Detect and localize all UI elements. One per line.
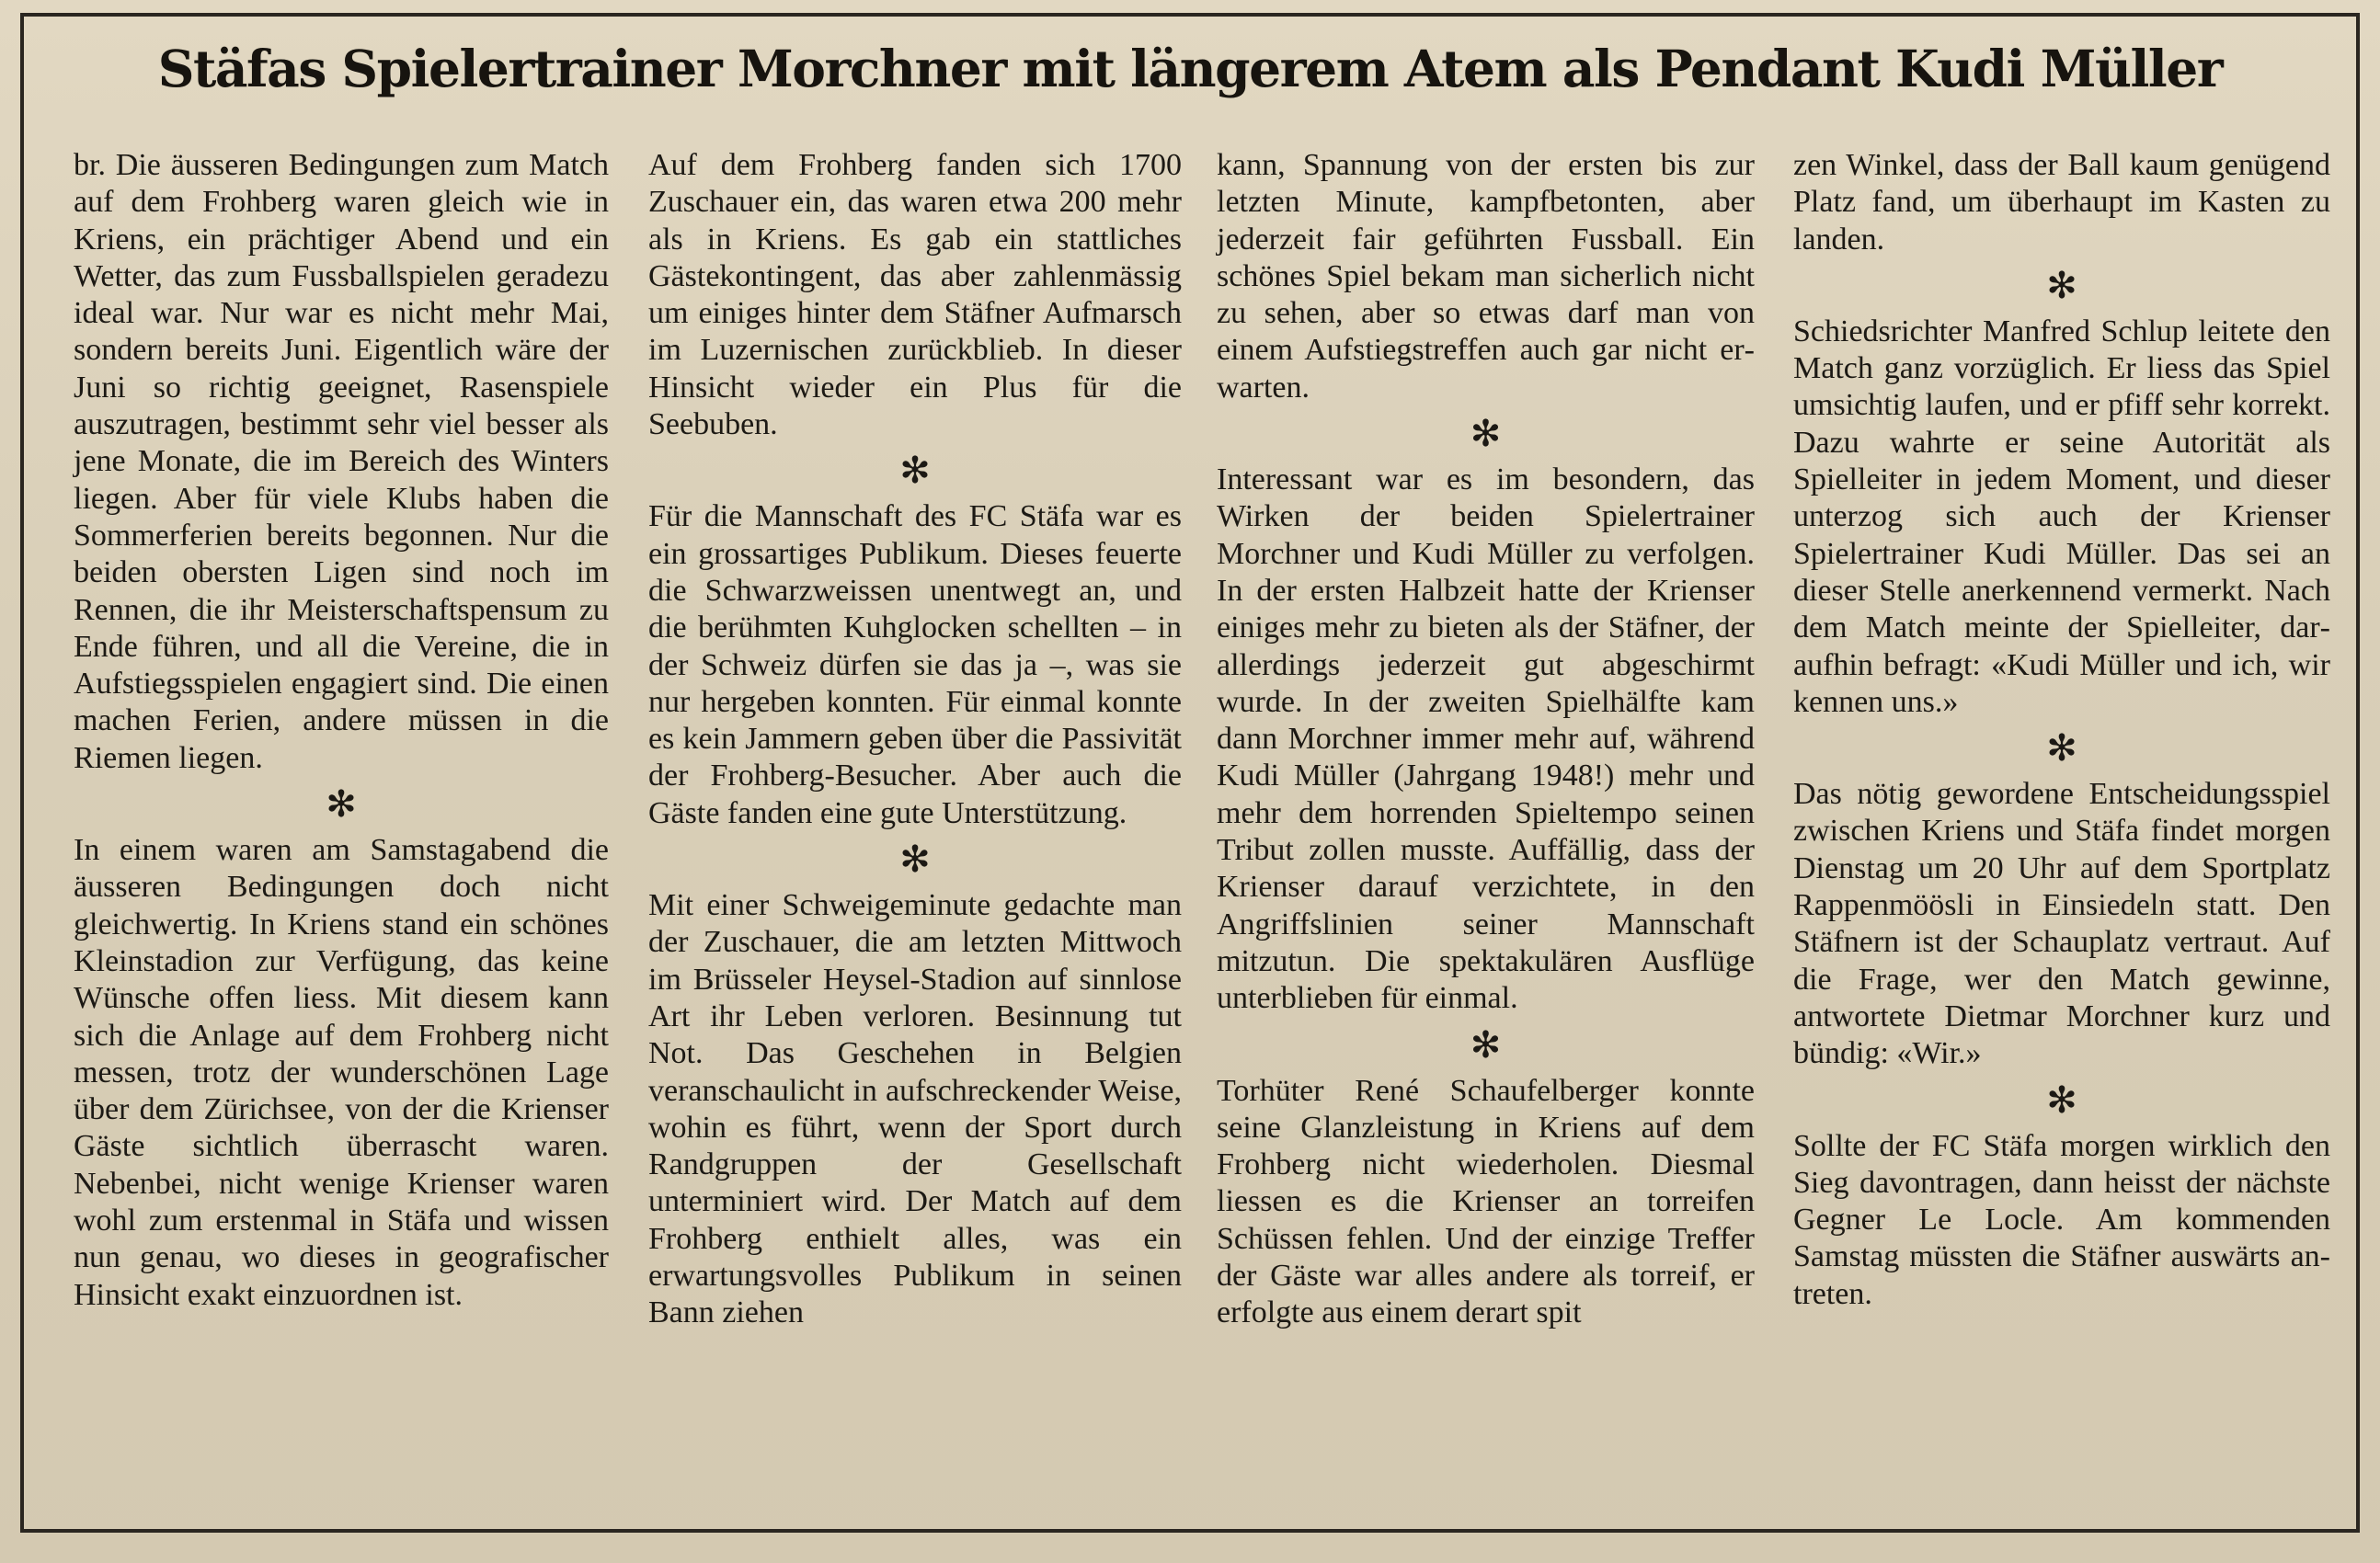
paragraph: Sollte der FC Stäfa morgen wirklich den Sieg davontragen, dann heisst der nächste Gegner Le Locle. Am kommenden Samstag müssten die Stäfner auswärts antreten.	[1793, 1128, 2330, 1311]
asterisk-separator-icon: ✻	[2046, 727, 2077, 770]
asterisk-separator-icon: ✻	[1470, 1023, 1502, 1067]
asterisk-separator-icon: ✻	[899, 450, 931, 493]
article-column-3	[1217, 147, 1755, 1332]
paragraph: zen Winkel, dass der Ball kaum genügend Platz fand, um überhaupt im Kasten zu landen.	[1793, 148, 2330, 257]
article-column-1	[74, 147, 609, 1314]
asterisk-separator-icon: ✻	[2046, 264, 2077, 307]
paragraph: Schiedsrichter Manfred Schlup leitete den Match ganz vorzüglich. Er liess das Spiel umsichtig laufen, und er pfiff sehr korrekt. Dazu wahrte er seine Autorität als Spielleiter in jedem Moment, und dieser unterzog sich auch der Krienser Spielertrainer Kudi Müller. Das sei an dieser Stelle anerkennend vermerkt. Nach dem Match meinte der Spielleiter, daraufhin befragt: «Kudi Müller und ich, wir kennen uns.»	[1793, 314, 2330, 719]
paragraph: Torhüter René Schaufelberger konnte seine Glanzleistung in Kriens auf dem Frohberg nicht wiederholen. Diesmal liessen es die Krienser an torreifen Schüssen fehlen. Und der einzige Treffer der Gäste war alles andere als torreif, er erfolgte aus einem derart spit	[1217, 1073, 1755, 1330]
paragraph: In einem waren am Samstagabend die äusseren Bedingungen doch nicht gleichwertig. In Kriens stand ein schönes Kleinstadion zur Verfügung, das keine Wünsche offen liess. Mit diesem kann sich die Anlage auf dem Frohberg nicht messen, trotz der wunderschönen Lage über dem Zürichsee, von der die Krienser Gäste sichtlich überrascht waren. Nebenbei, nicht wenige Krienser waren wohl zum erstenmal in Stäfa und wissen nun genau, wo dieses in geografischer Hinsicht exakt einzuordnen ist.	[74, 833, 609, 1312]
paragraph: br. Die äusseren Bedingungen zum Match auf dem Frohberg waren gleich wie in Kriens, ein prächtiger Abend und ein Wetter, das zum Fussballspielen geradezu ideal war. Nur war es nicht mehr Mai, sondern bereits Juni. Eigentlich wäre der Juni so richtig geeignet, Rasenspiele auszutragen, bestimmt sehr viel besser als jene Monate, die im Bereich des Winters liegen. Aber für viele Klubs haben die Sommerferien bereits begonnen. Nur die beiden obersten Ligen sind noch im Rennen, die ihr Meisterschaftspensum zu Ende führen, und all die Vereine, die in Aufstiegsspielen engagiert sind. Die einen machen Ferien, andere müssen in die Riemen liegen.	[74, 148, 609, 775]
asterisk-separator-icon: ✻	[2046, 1078, 2077, 1122]
paragraph: Das nötig gewordene Entscheidungsspiel zwischen Kriens und Stäfa findet morgen Dienstag um 20 Uhr auf dem Sportplatz Rappenmöösli in Einsiedeln statt. Den Stäfnern ist der Schauplatz vertraut. Auf die Frage, wer den Match gewinne, antwortete Dietmar Morchner kurz und bündig: «Wir.»	[1793, 777, 2330, 1071]
asterisk-separator-icon: ✻	[1470, 413, 1502, 456]
paragraph: kann, Spannung von der ersten bis zur letzten Minute, kampfbetonten, aber jederzeit fair geführten Fussball. Ein schönes Spiel bekam man sicherlich nicht zu sehen, aber so etwas darf man von einem Aufstiegstreffen auch gar nicht erwarten.	[1217, 148, 1755, 405]
article-column-4	[1793, 147, 2330, 1313]
asterisk-separator-icon: ✻	[326, 783, 357, 827]
asterisk-separator-icon: ✻	[899, 839, 931, 882]
headline: Stäfas Spielertrainer Morchner mit längerem Atem als Pendant Kudi Müller	[157, 39, 2223, 98]
paragraph: Für die Mannschaft des FC Stäfa war es ein grossartiges Publikum. Dieses feuerte die Schwarzweissen unentwegt an, und die berühmten Kuhglocken schellten – in der Schweiz dürfen sie das ja –, was sie nur hergeben konnten. Für einmal konnte es kein Jammern geben über die Passivität der Frohberg-Besucher. Aber auch die Gäste fanden eine gute Unterstützung.	[648, 499, 1182, 830]
paragraph: Mit einer Schweigeminute gedachte man der Zuschauer, die am letzten Mittwoch im Brüsseler Heysel-Stadion auf sinnlose Art ihr Leben verloren. Besinnung tut Not. Das Geschehen in Belgien veranschaulicht in aufschreckender Weise, wohin es führt, wenn der Sport durch Randgruppen der Gesellschaft unterminiert wird. Der Match auf dem Frohberg enthielt alles, was ein erwartungsvolles Publikum in seinen Bann ziehen	[648, 888, 1182, 1330]
paragraph: Interessant war es im besondern, das Wirken der beiden Spielertrainer Morchner und Kudi Müller zu verfolgen. In der ersten Halbzeit hatte der Krienser einiges mehr zu bieten als der Stäfner, der allerdings jederzeit gut abgeschirmt wurde. In der zweiten Spielhälfte kam dann Morchner immer mehr auf, während Kudi Müller (Jahrgang 1948!) mehr und mehr dem horrenden Spieltempo seinen Tribut zollen musste. Auffällig, dass der Krienser darauf verzichtete, in den Angriffslinien seiner Mannschaft mitzutun. Die spektakulären Ausflüge unterblieben für einmal.	[1217, 462, 1755, 1016]
article-column-2	[648, 147, 1182, 1332]
paragraph: Auf dem Frohberg fanden sich 1700 Zuschauer ein, das waren etwa 200 mehr als in Kriens. Es gab ein stattliches Gästekontingent, das aber zahlenmässig um einiges hinter dem Stäfner Aufmarsch im Luzernischen zurückblieb. In dieser Hinsicht wieder ein Plus für die Seebuben.	[648, 148, 1182, 442]
